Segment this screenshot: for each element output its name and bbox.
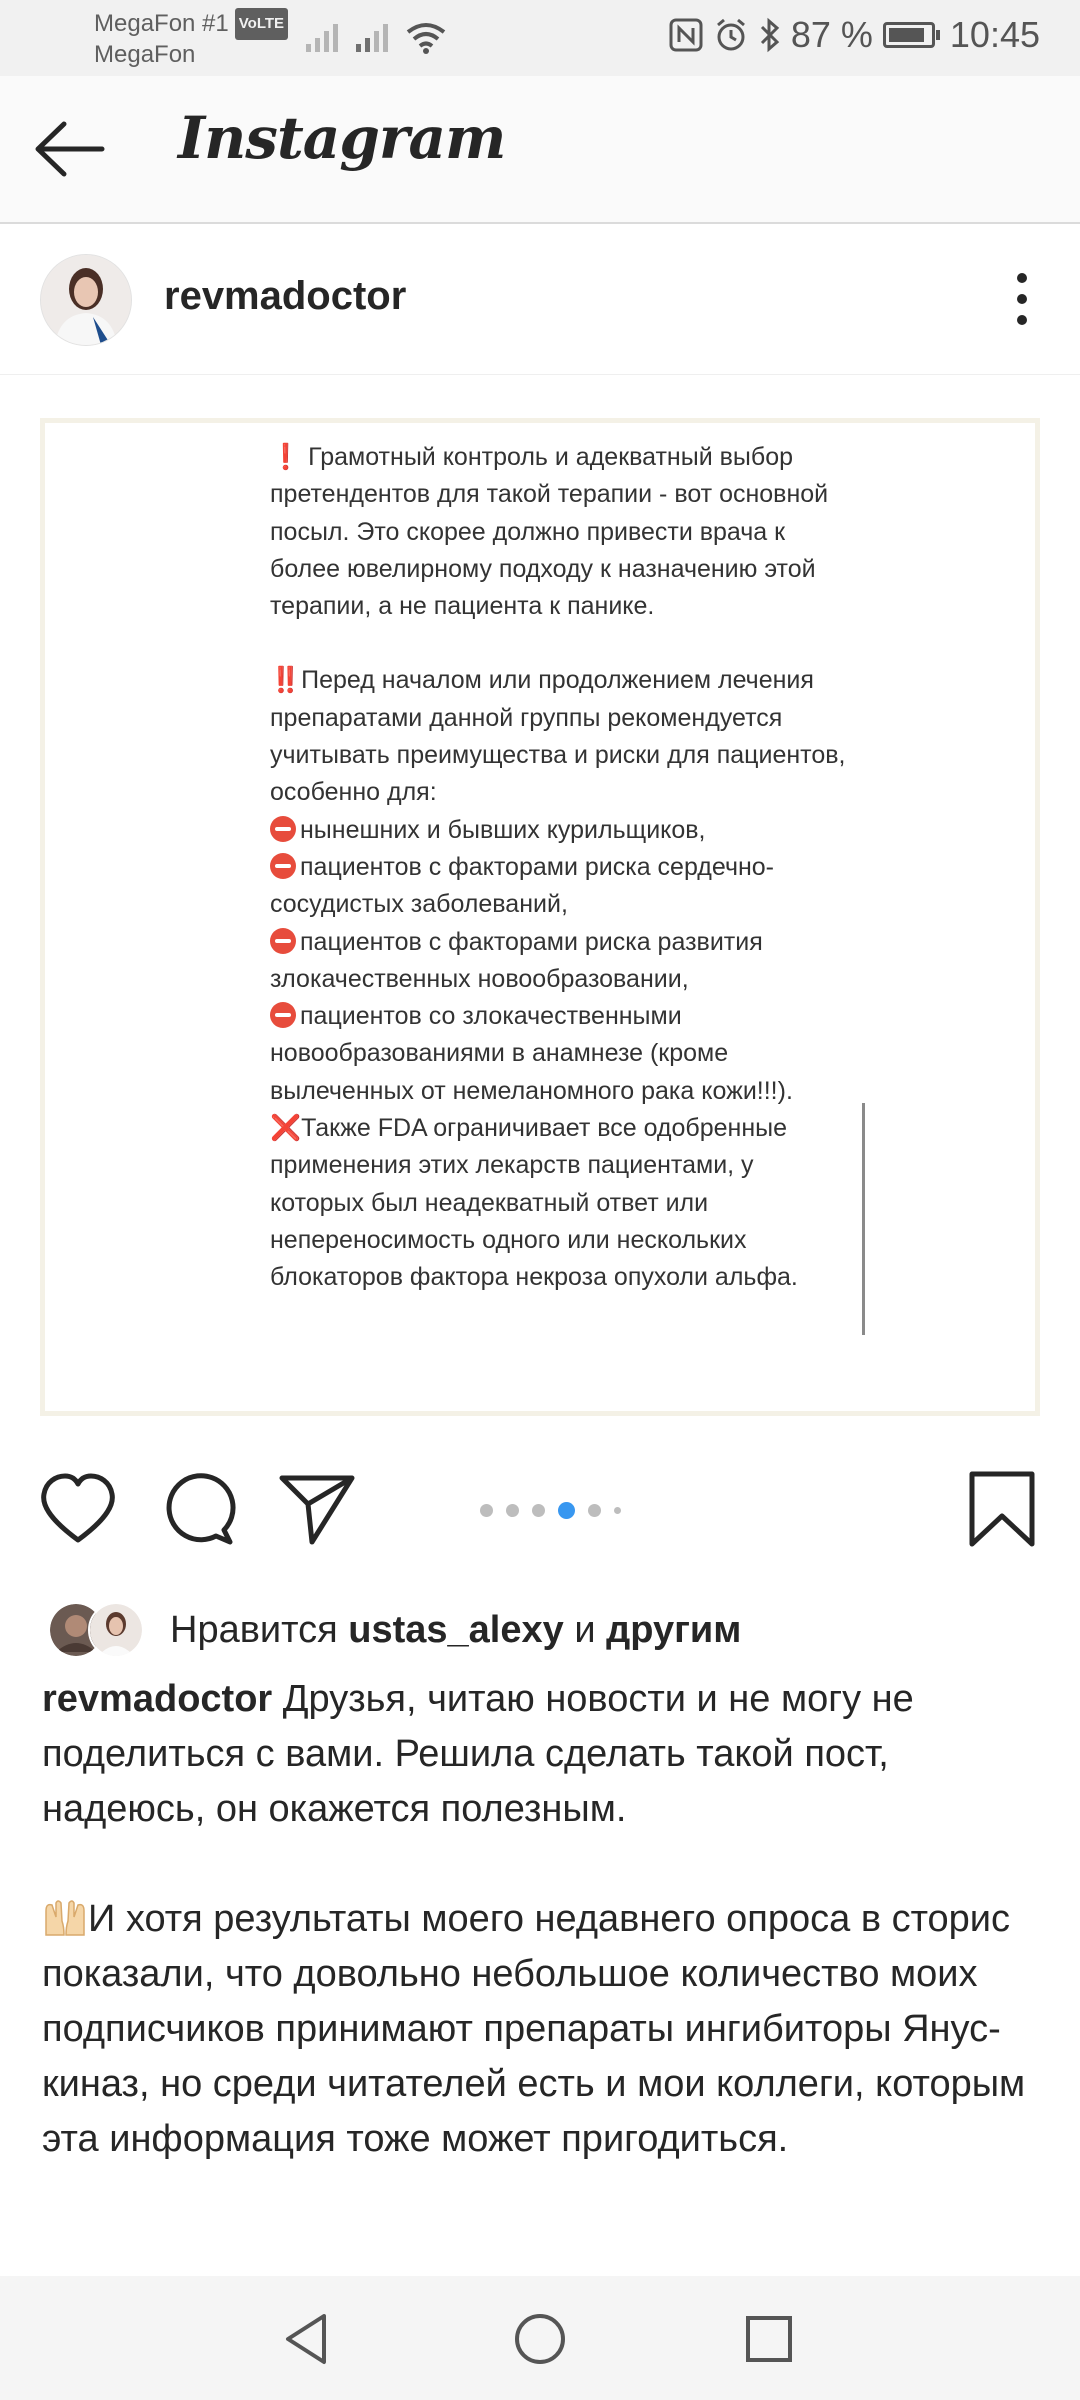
instagram-logo: Instagram <box>178 104 506 172</box>
nav-home-icon <box>505 2304 575 2374</box>
liker-avatars <box>48 1602 148 1658</box>
carousel-dot <box>480 1504 493 1517</box>
carrier-secondary: MegaFon <box>94 41 196 68</box>
carousel-dot-active <box>558 1502 575 1519</box>
slide-spacer <box>270 625 850 662</box>
post-header <box>0 224 1080 375</box>
liker-avatar <box>88 1602 144 1658</box>
share-button[interactable] <box>278 1470 358 1550</box>
back-button[interactable] <box>30 114 110 184</box>
bookmark-icon <box>962 1470 1042 1550</box>
likes-text: Нравится ustas_alexy и другим <box>170 1608 742 1651</box>
post-caption <box>42 1672 1042 2222</box>
heart-icon <box>38 1470 118 1550</box>
carousel-dot <box>506 1504 519 1517</box>
comment-button[interactable] <box>158 1470 238 1550</box>
post-image[interactable] <box>40 418 1040 1416</box>
caption-paragraph <box>42 1892 1042 2167</box>
carousel-dot <box>614 1507 621 1514</box>
comment-icon <box>158 1470 238 1550</box>
slide-text <box>270 439 853 1297</box>
slide-paragraph: ‼️Перед началом или продолжением лечения препаратами данной группы рекомендуется учитывать преимущества и риски для пациентов, особенно для: <box>270 666 853 807</box>
slide-paragraph: ❌Также FDA ограничивает все одобренные применения этих лекарств пациентами, у которых был неадекватный ответ или непереносимость одного или нескольких блокаторов фактора некроза опухоли альфа. <box>270 1114 798 1292</box>
bluetooth-icon <box>759 17 781 53</box>
likes-row[interactable] <box>48 1600 741 1660</box>
slide-bullet: пациентов с факторами риска сердечно-сосудистых заболеваний, <box>270 852 775 919</box>
volte-badge: VoLTE <box>235 8 288 40</box>
carrier-info <box>94 8 288 70</box>
more-options-icon <box>994 264 1050 334</box>
slide-scrollbar <box>862 1103 865 1335</box>
signal-indicators <box>306 22 446 54</box>
no-entry-icon <box>270 816 296 842</box>
no-entry-icon <box>270 1002 296 1028</box>
clock: 10:45 <box>949 14 1040 55</box>
caption-paragraph <box>42 1672 1042 1837</box>
signal-icon <box>356 22 392 54</box>
caption-author[interactable]: revmadoctor <box>42 1678 273 1720</box>
slide-bullet: пациентов с факторами риска развития злокачественных новообразовании, <box>270 927 770 993</box>
no-entry-icon <box>270 853 296 879</box>
author-avatar[interactable] <box>40 254 132 346</box>
caption-text: И хотя результаты моего недавнего опроса в сторис показали, что довольно небольшое количество моих подписчиков принимают препараты ингибиторы Янус-киназ, но среди читателей есть и мои коллеги, которым эта информация тоже может пригодиться. <box>42 1898 1026 2160</box>
status-bar <box>0 0 1080 76</box>
nav-back-button[interactable] <box>272 2304 342 2374</box>
save-button[interactable] <box>962 1470 1042 1550</box>
liker-username[interactable]: ustas_alexy <box>348 1608 564 1651</box>
carousel-indicator <box>480 1502 621 1519</box>
nav-recent-button[interactable] <box>734 2304 804 2374</box>
carousel-dot <box>588 1504 601 1517</box>
system-nav-bar <box>0 2276 1080 2400</box>
nav-recent-icon <box>734 2304 804 2374</box>
status-right <box>669 14 1040 56</box>
battery-percent: 87 % <box>790 14 873 55</box>
slide-paragraph: ❗ Грамотный контроль и адекватный выбор претендентов для такой терапии - вот основной посыл. Это скорее должно привести врача к более ювелирному подходу к назначению этой терапии, а не пациента к панике. <box>270 443 836 621</box>
back-arrow-icon <box>30 114 110 184</box>
nav-back-icon <box>272 2304 342 2374</box>
signal-icon <box>306 22 342 54</box>
like-button[interactable] <box>38 1470 118 1550</box>
app-header <box>0 76 1080 224</box>
carousel-dot <box>532 1504 545 1517</box>
slide-bullet: пациентов со злокачественными новообразованиями в анамнезе (кроме вылеченных от немеланомного рака кожи!!!). <box>270 1002 793 1105</box>
raising-hands-icon <box>42 1897 88 1937</box>
nav-home-button[interactable] <box>505 2304 575 2374</box>
more-options-button[interactable] <box>994 264 1050 334</box>
likes-others-link[interactable]: другим <box>606 1608 742 1651</box>
nfc-icon <box>669 18 703 52</box>
caption-text: Друзья, читаю новости и не могу не поделиться с вами. Решила сделать такой пост, надеюсь, он окажется полезным. <box>42 1678 914 1830</box>
share-icon <box>278 1470 358 1550</box>
wifi-icon <box>406 22 446 54</box>
post-actions <box>0 1470 1080 1560</box>
no-entry-icon <box>270 928 296 954</box>
carrier-primary: MegaFon #1 <box>94 10 229 37</box>
alarm-icon <box>713 17 749 53</box>
battery-icon <box>883 22 940 48</box>
slide-bullet: нынешних и бывших курильщиков, <box>270 812 850 849</box>
author-username[interactable]: revmadoctor <box>164 274 407 318</box>
